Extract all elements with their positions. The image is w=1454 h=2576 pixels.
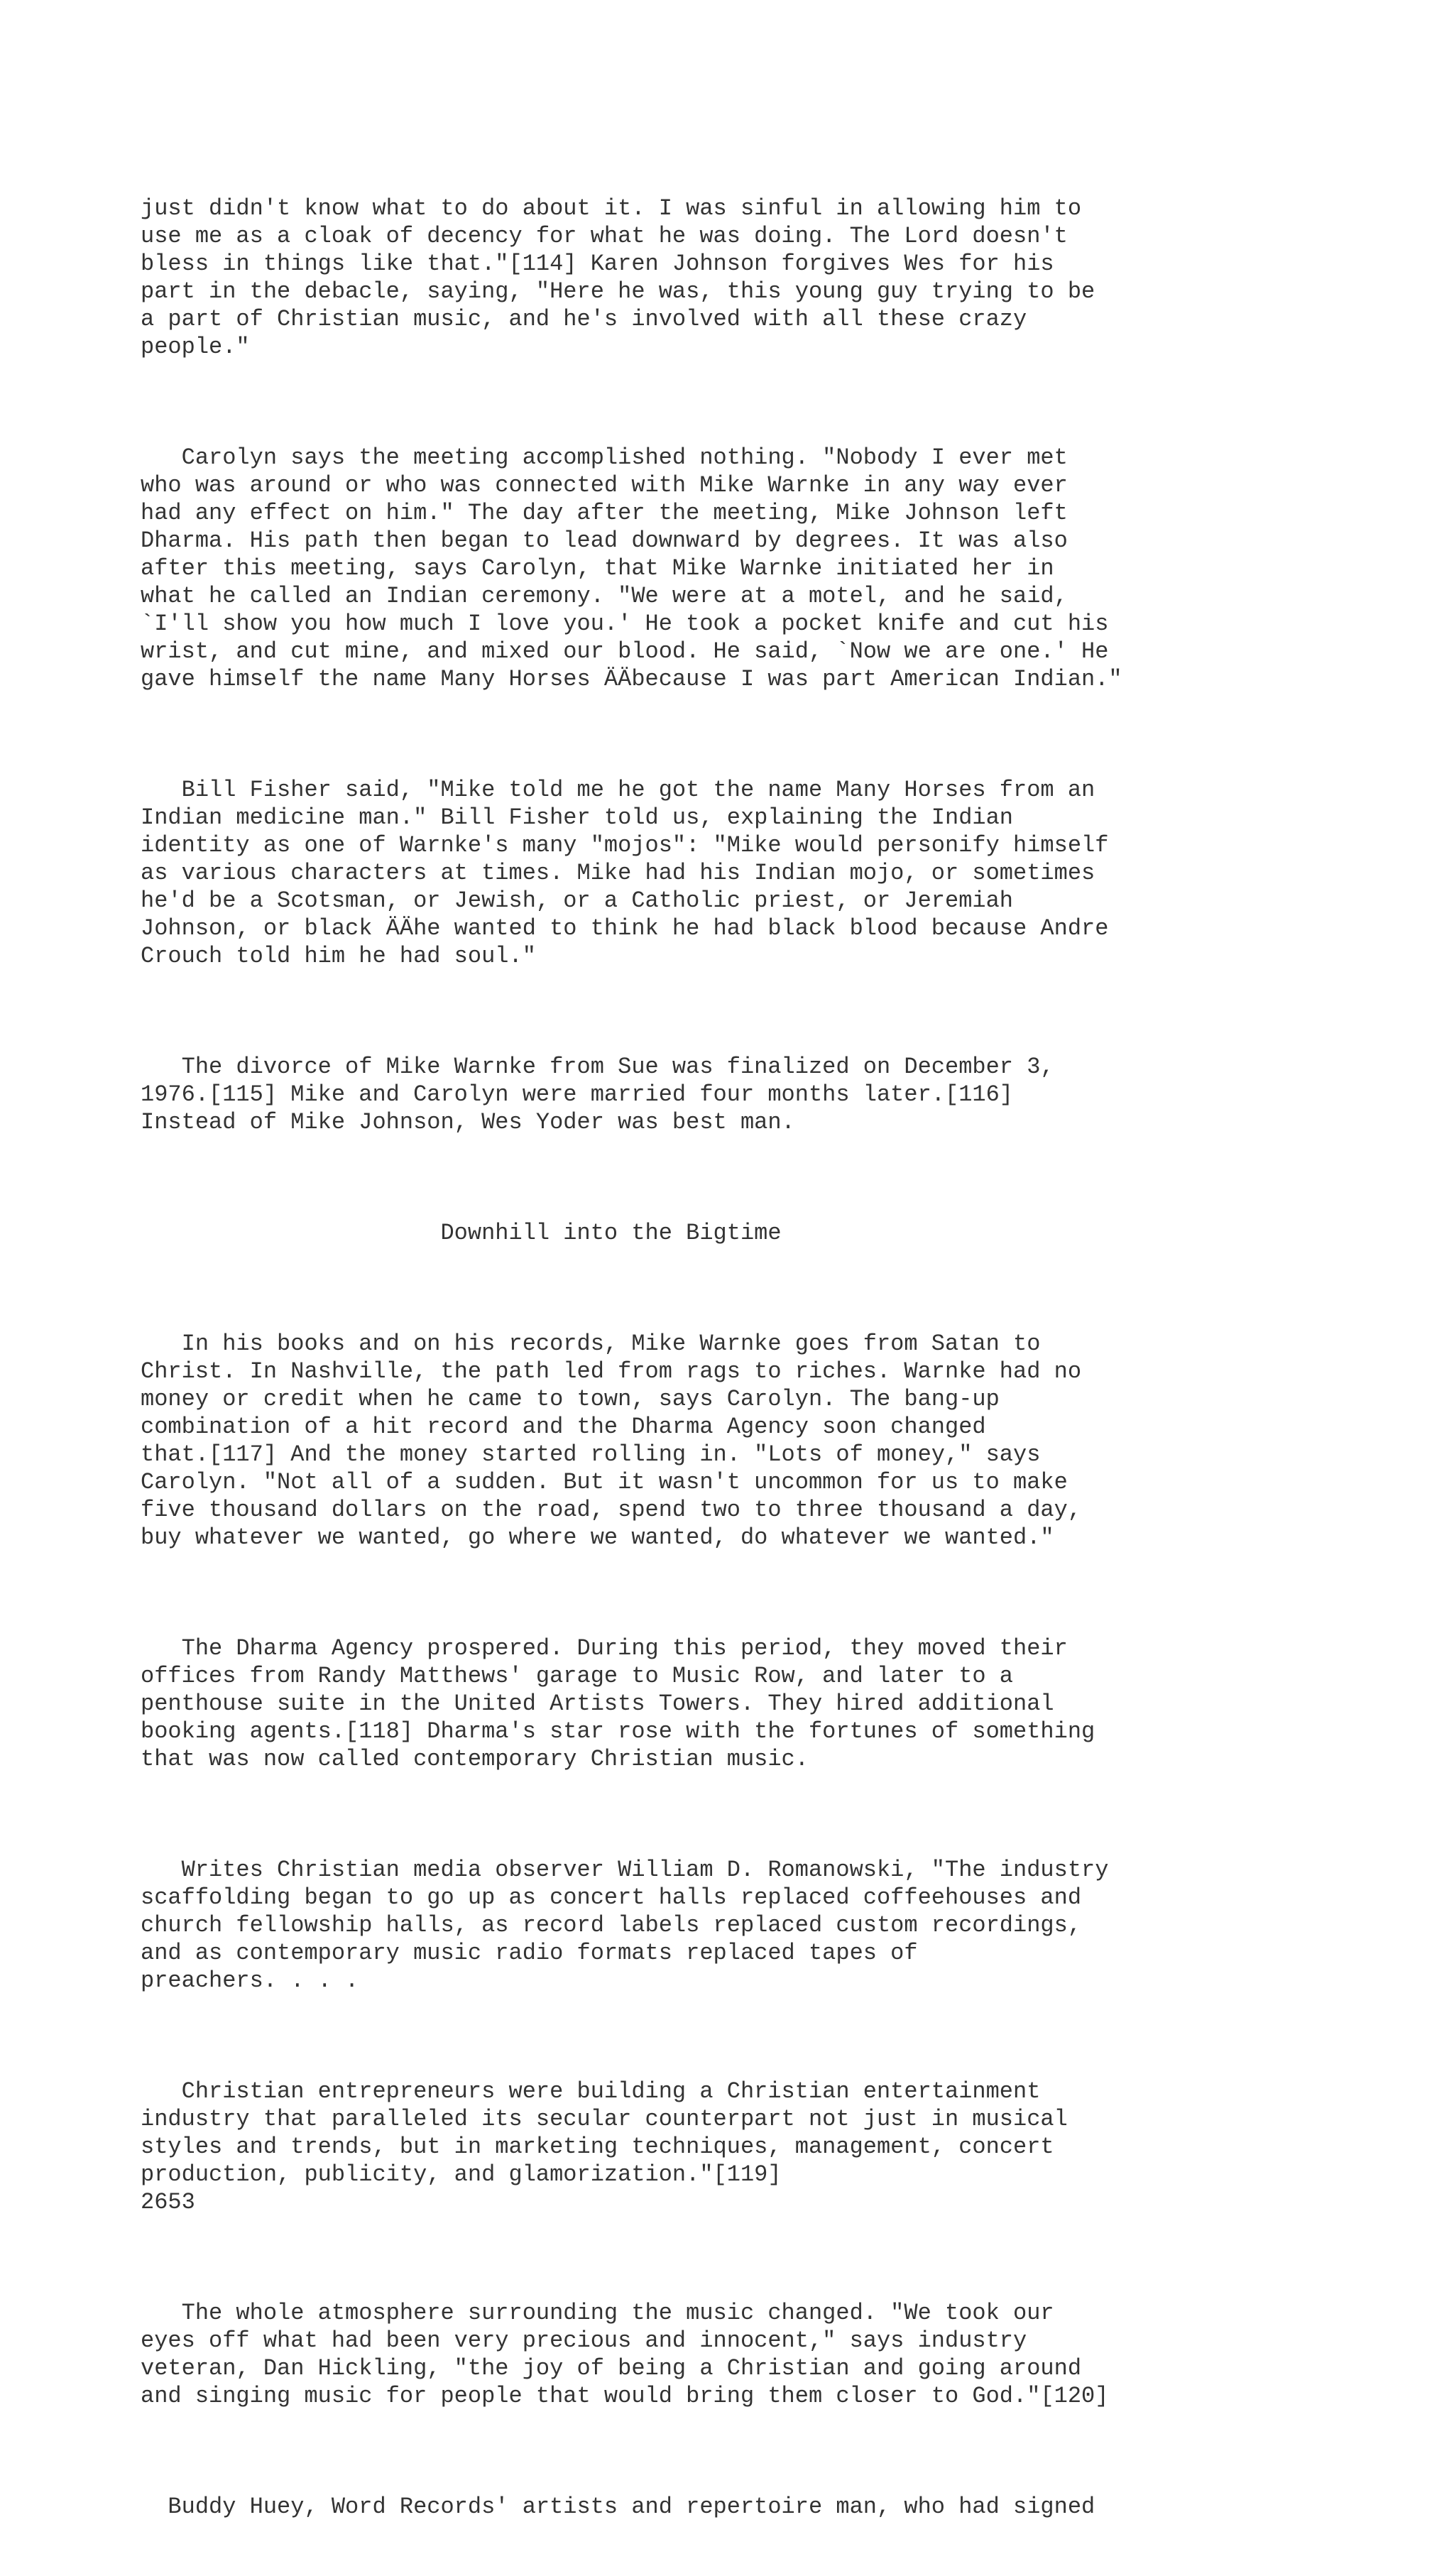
- document-body: [141, 139, 1362, 2576]
- paragraph-8: Christian entrepreneurs were building a Christian entertainment industry that paralleled its secular counterpart not just in musical styles and trends, but in marketing techniques, management, concert production, publicity, and glamorization."[119] 2653: [141, 2078, 1068, 2215]
- paragraph-9: The whole atmosphere surrounding the music changed. "We took our eyes off what had been very precious and innocent," says industry veteran, Dan Hickling, "the joy of being a Christian and going around and singing music for people that would bring them closer to God."[120]: [141, 2300, 1109, 2409]
- section-heading: Downhill into the Bigtime: [141, 1220, 782, 1246]
- paragraph-3: Bill Fisher said, "Mike told me he got the name Many Horses from an Indian medicine man." Bill Fisher told us, explaining the Indian identity as one of Warnke's many "mojos": "Mike would personify himself as various characters at times. Mike had his Indian mojo, or sometimes he'd be a Scotsman, or Jewish, or a Catholic priest, or Jeremiah Johnson, or black ÄÄhe wanted to think he had black blood because Andre Crouch told him he had soul.": [141, 777, 1109, 969]
- paragraph-7: Writes Christian media observer William D. Romanowski, "The industry scaffolding began to go up as concert halls replaced coffeehouses and church fellowship halls, as record labels replaced custom recordings, and as contemporary music radio formats replaced tapes of preachers. . . .: [141, 1857, 1109, 1994]
- paragraph-5: In his books and on his records, Mike Warnke goes from Satan to Christ. In Nashville, the path led from rags to riches. Warnke had no money or credit when he came to town, says Carolyn. The bang-up combination of a hit record and the Dharma Agency soon changed that.[117] And the money started rolling in. "Lots of money," says Carolyn. "Not all of a sudden. But it wasn't uncommon for us to make five thousand dollars on the road, spend two to three thousand a day, buy whatever we wanted, go where we wanted, do whatever we wanted.": [141, 1331, 1082, 1551]
- paragraph-4: The divorce of Mike Warnke from Sue was finalized on December 3, 1976.[115] Mike and Carolyn were married four months later.[116] Instead of Mike Johnson, Wes Yoder was best man.: [141, 1054, 1054, 1135]
- paragraph-6: The Dharma Agency prospered. During this period, they moved their offices from Randy Matthews' garage to Music Row, and later to a penthouse suite in the United Artists Towers. They hired additional booking agents.[118] Dharma's star rose with the fortunes of something that was now called contemporary Christian music.: [141, 1635, 1095, 1772]
- paragraph-2: Carolyn says the meeting accomplished nothing. "Nobody I ever met who was around or who was connected with Mike Warnke in any way ever had any effect on him." The day after the meeting, Mike Johnson left Dharma. His path then began to lead downward by degrees. It was also after this meeting, says Carolyn, that Mike Warnke initiated her in what he called an Indian ceremony. "We were at a motel, and he said, `I'll show you how much I love you.' He took a pocket knife and cut his wrist, and cut mine, and mixed our blood. He said, `Now we are one.' He gave himself the name Many Horses ÄÄbecause I was part American Indian.": [141, 444, 1122, 692]
- paragraph-10: Buddy Huey, Word Records' artists and repertoire man, who had signed: [141, 2494, 1095, 2520]
- paragraph-1: just didn't know what to do about it. I was sinful in allowing him to use me as a cloak of decency for what he was doing. The Lord doesn't bless in things like that."[114] Karen Johnson forgives Wes for his part in the debacle, saying, "Here he was, this young guy trying to be a part of Christian music, and he's involved with all these crazy people.": [141, 195, 1095, 360]
